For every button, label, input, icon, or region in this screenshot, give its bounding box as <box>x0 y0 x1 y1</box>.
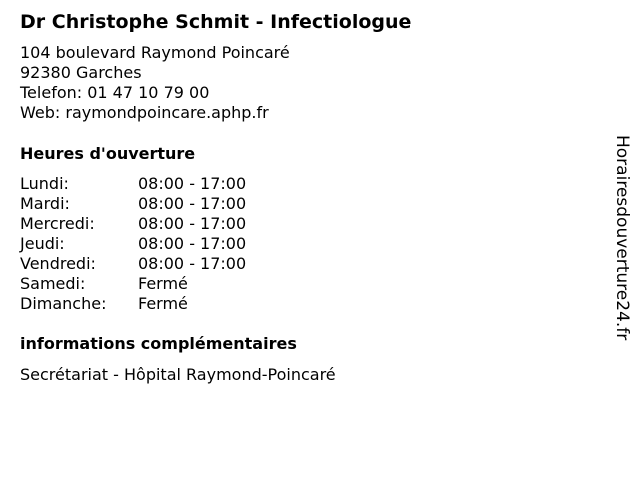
address-block <box>20 43 290 123</box>
day-label: Mardi: <box>20 194 70 213</box>
day-label: Samedi: <box>20 274 86 293</box>
additional-info-heading: informations complémentaires <box>20 334 297 353</box>
phone-number: Telefon: 01 47 10 79 00 <box>20 83 210 102</box>
street-address: 104 boulevard Raymond Poincaré <box>20 43 290 62</box>
day-label: Vendredi: <box>20 254 96 273</box>
day-label: Lundi: <box>20 174 69 193</box>
time-value: 08:00 - 17:00 <box>138 194 247 213</box>
day-label: Mercredi: <box>20 214 95 233</box>
time-value: 08:00 - 17:00 <box>138 234 247 253</box>
hours-row-jeudi <box>20 234 246 254</box>
hours-row-samedi <box>20 274 246 294</box>
time-value: Fermé <box>138 294 188 313</box>
day-label: Dimanche: <box>20 294 107 313</box>
time-value: 08:00 - 17:00 <box>138 174 247 193</box>
hours-row-vendredi <box>20 254 246 274</box>
hours-row-mercredi <box>20 214 246 234</box>
city-postal: 92380 Garches <box>20 63 142 82</box>
website: Web: raymondpoincare.aphp.fr <box>20 103 269 122</box>
opening-hours-table <box>20 174 246 314</box>
page-title: Dr Christophe Schmit - Infectiologue <box>20 11 412 33</box>
time-value: 08:00 - 17:00 <box>138 214 247 233</box>
hours-row-dimanche <box>20 294 246 314</box>
time-value: 08:00 - 17:00 <box>138 254 247 273</box>
time-value: Fermé <box>138 274 188 293</box>
opening-hours-heading: Heures d'ouverture <box>20 144 196 163</box>
hours-row-lundi <box>20 174 246 194</box>
brand-watermark: Horairesdouverture24.fr <box>612 135 632 341</box>
hours-row-mardi <box>20 194 246 214</box>
additional-info-text: Secrétariat - Hôpital Raymond-Poincaré <box>20 365 336 384</box>
day-label: Jeudi: <box>20 234 65 253</box>
